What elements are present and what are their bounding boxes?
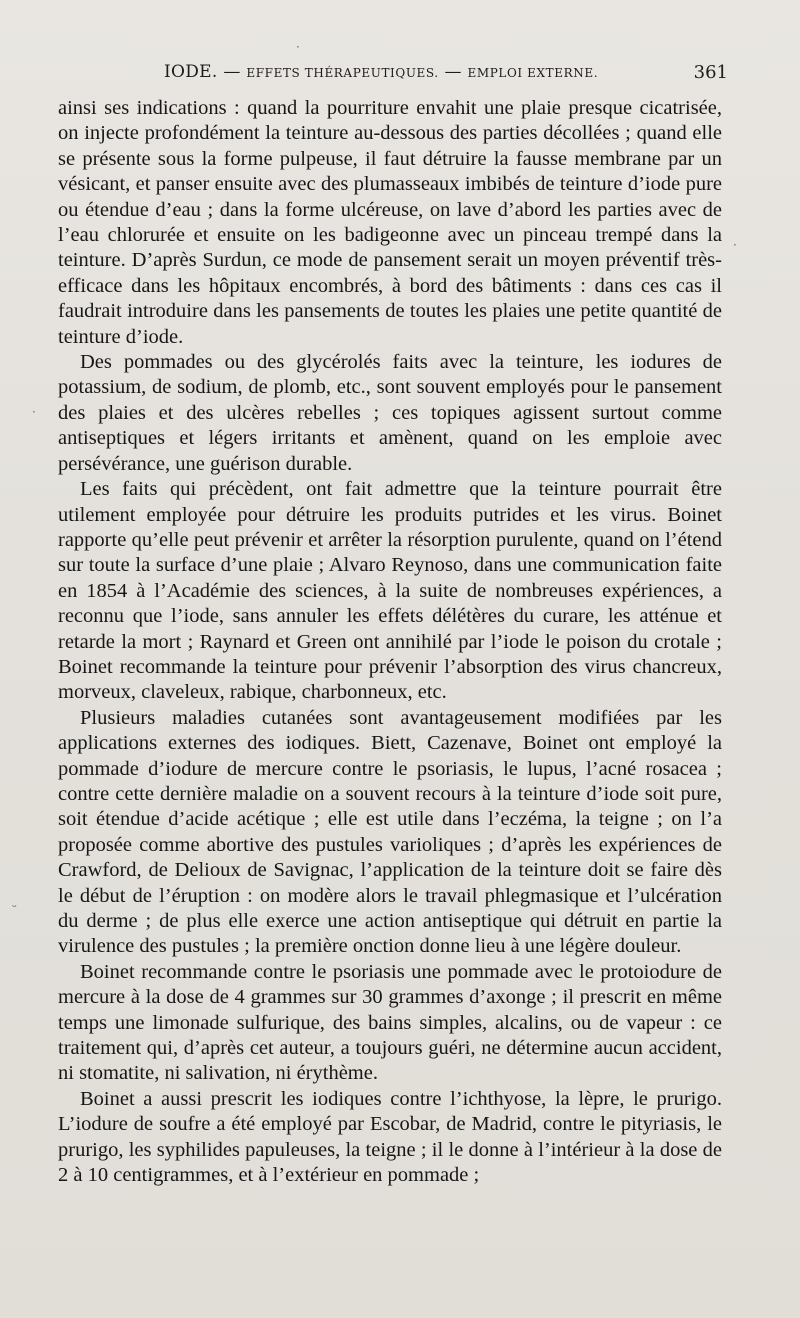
paragraph-5: Boinet recommande contre le psoriasis une pommade avec le protoiodure de mercure à la dose de 4 grammes sur 30 grammes d’axonge ; il prescrit en même temps une limonade sulfurique, des bains simples, alcalins, ou de vapeur : ce traitement qui, d’après cet auteur, a toujours guéri, ne détermine aucun accident, ni stomatite, ni salivation, ni érythème. [58, 960, 722, 1085]
paragraph-2: Des pommades ou des glycérolés faits avec la teinture, les iodures de potassium, de sodium, de plomb, etc., sont souvent employés pour le pansement des plaies et des ulcères rebelles ; ces topiques agissent surtout comme antiseptiques et légers irritants et amènent, quand on les emploie avec persévérance, une guérison durable. [58, 351, 722, 475]
header-title: IODE. [164, 62, 218, 82]
header-subsection: EMPLOI EXTERNE. [467, 66, 599, 80]
print-speck: · [296, 40, 300, 54]
margin-dot-right: · [733, 238, 737, 252]
margin-mark: ᵕ [12, 900, 17, 914]
header-section: EFFETS THÉRAPEUTIQUES. [246, 66, 439, 80]
page-header [60, 62, 728, 88]
paragraph-3: Les faits qui précèdent, ont fait admettre que la teinture pourrait être utilement employée pour détruire les produits putrides et les virus. Boinet rapporte qu’elle peut prévenir et arrêter la résorption purulente, quand on l’étend sur toute la surface d’une plaie ; Alvaro Reynoso, dans une communication faite en 1854 à l’Académie des sciences, à la suite de nombreuses expériences, a reconnu que l’iode, sans annuler les effets délétères du curare, les atténue et retarde la mort ; Raynard et Green ont annihilé par l’iode le poison du crotale ; Boinet recommande la teinture pour prévenir l’absorption des virus chancreux, morveux, claveleux, rabique, charbonneux, etc. [58, 478, 722, 704]
paragraph-6: Boinet a aussi prescrit les iodiques contre l’ichthyose, la lèpre, le prurigo. L’iodure de soufre a été employé par Escobar, de Madrid, contre le pityriasis, le prurigo, les syphilides papuleuses, la teigne ; il le donne à l’intérieur à la dose de 2 à 10 centigrammes, et à l’extérieur en pommade ; [58, 1087, 722, 1187]
header-dash-1: — [223, 62, 241, 82]
margin-dot: · [32, 405, 36, 419]
paragraph-1: ainsi ses indications : quand la pourriture envahit une plaie presque cicatrisée, on injecte profondément la teinture au-dessous des parties décollées ; quand elle se présente sous la forme pulpeuse, il faut détruire la fausse membrane par un vésicant, et panser ensuite avec des plumasseaux imbibés de teinture d’iode pure ou étendue d’eau ; dans la forme ulcéreuse, on lave d’abord les parties avec de l’eau chlorurée et ensuite on les badigeonne avec un pinceau trempé dans la teinture. D’après Surdun, ce mode de pansement serait un moyen préventif très-efficace dans les hôpitaux encombrés, à bord des bâtiments : dans ces cas il faudrait introduire dans les pansements de toutes les plaies une petite quantité de teinture d’iode. [58, 97, 722, 348]
running-head [164, 62, 598, 82]
header-dash-2: — [444, 62, 462, 82]
paragraph-4: Plusieurs maladies cutanées sont avantageusement modifiées par les applications externes des iodiques. Biett, Cazenave, Boinet ont employé la pommade d’iodure de mercure contre le psoriasis, le lupus, l’acné rosacea ; contre cette dernière maladie on a souvent recours à la teinture d’iode soit pure, soit étendue d’acide acétique ; elle est utile dans l’eczéma, la teigne ; on l’a proposée comme abortive des pustules varioliques ; d’après les expériences de Crawford, de Delioux de Savignac, l’application de la teinture doit se faire dès le début de l’éruption : on modère alors le travail phlegmasique et l’ulcération du derme ; de plus elle exerce une action antiseptique qui détruit en partie la virulence des pustules ; la première onction donne lieu à une légère douleur. [58, 706, 722, 958]
body-text [58, 96, 722, 1188]
page-number: 361 [693, 62, 728, 83]
